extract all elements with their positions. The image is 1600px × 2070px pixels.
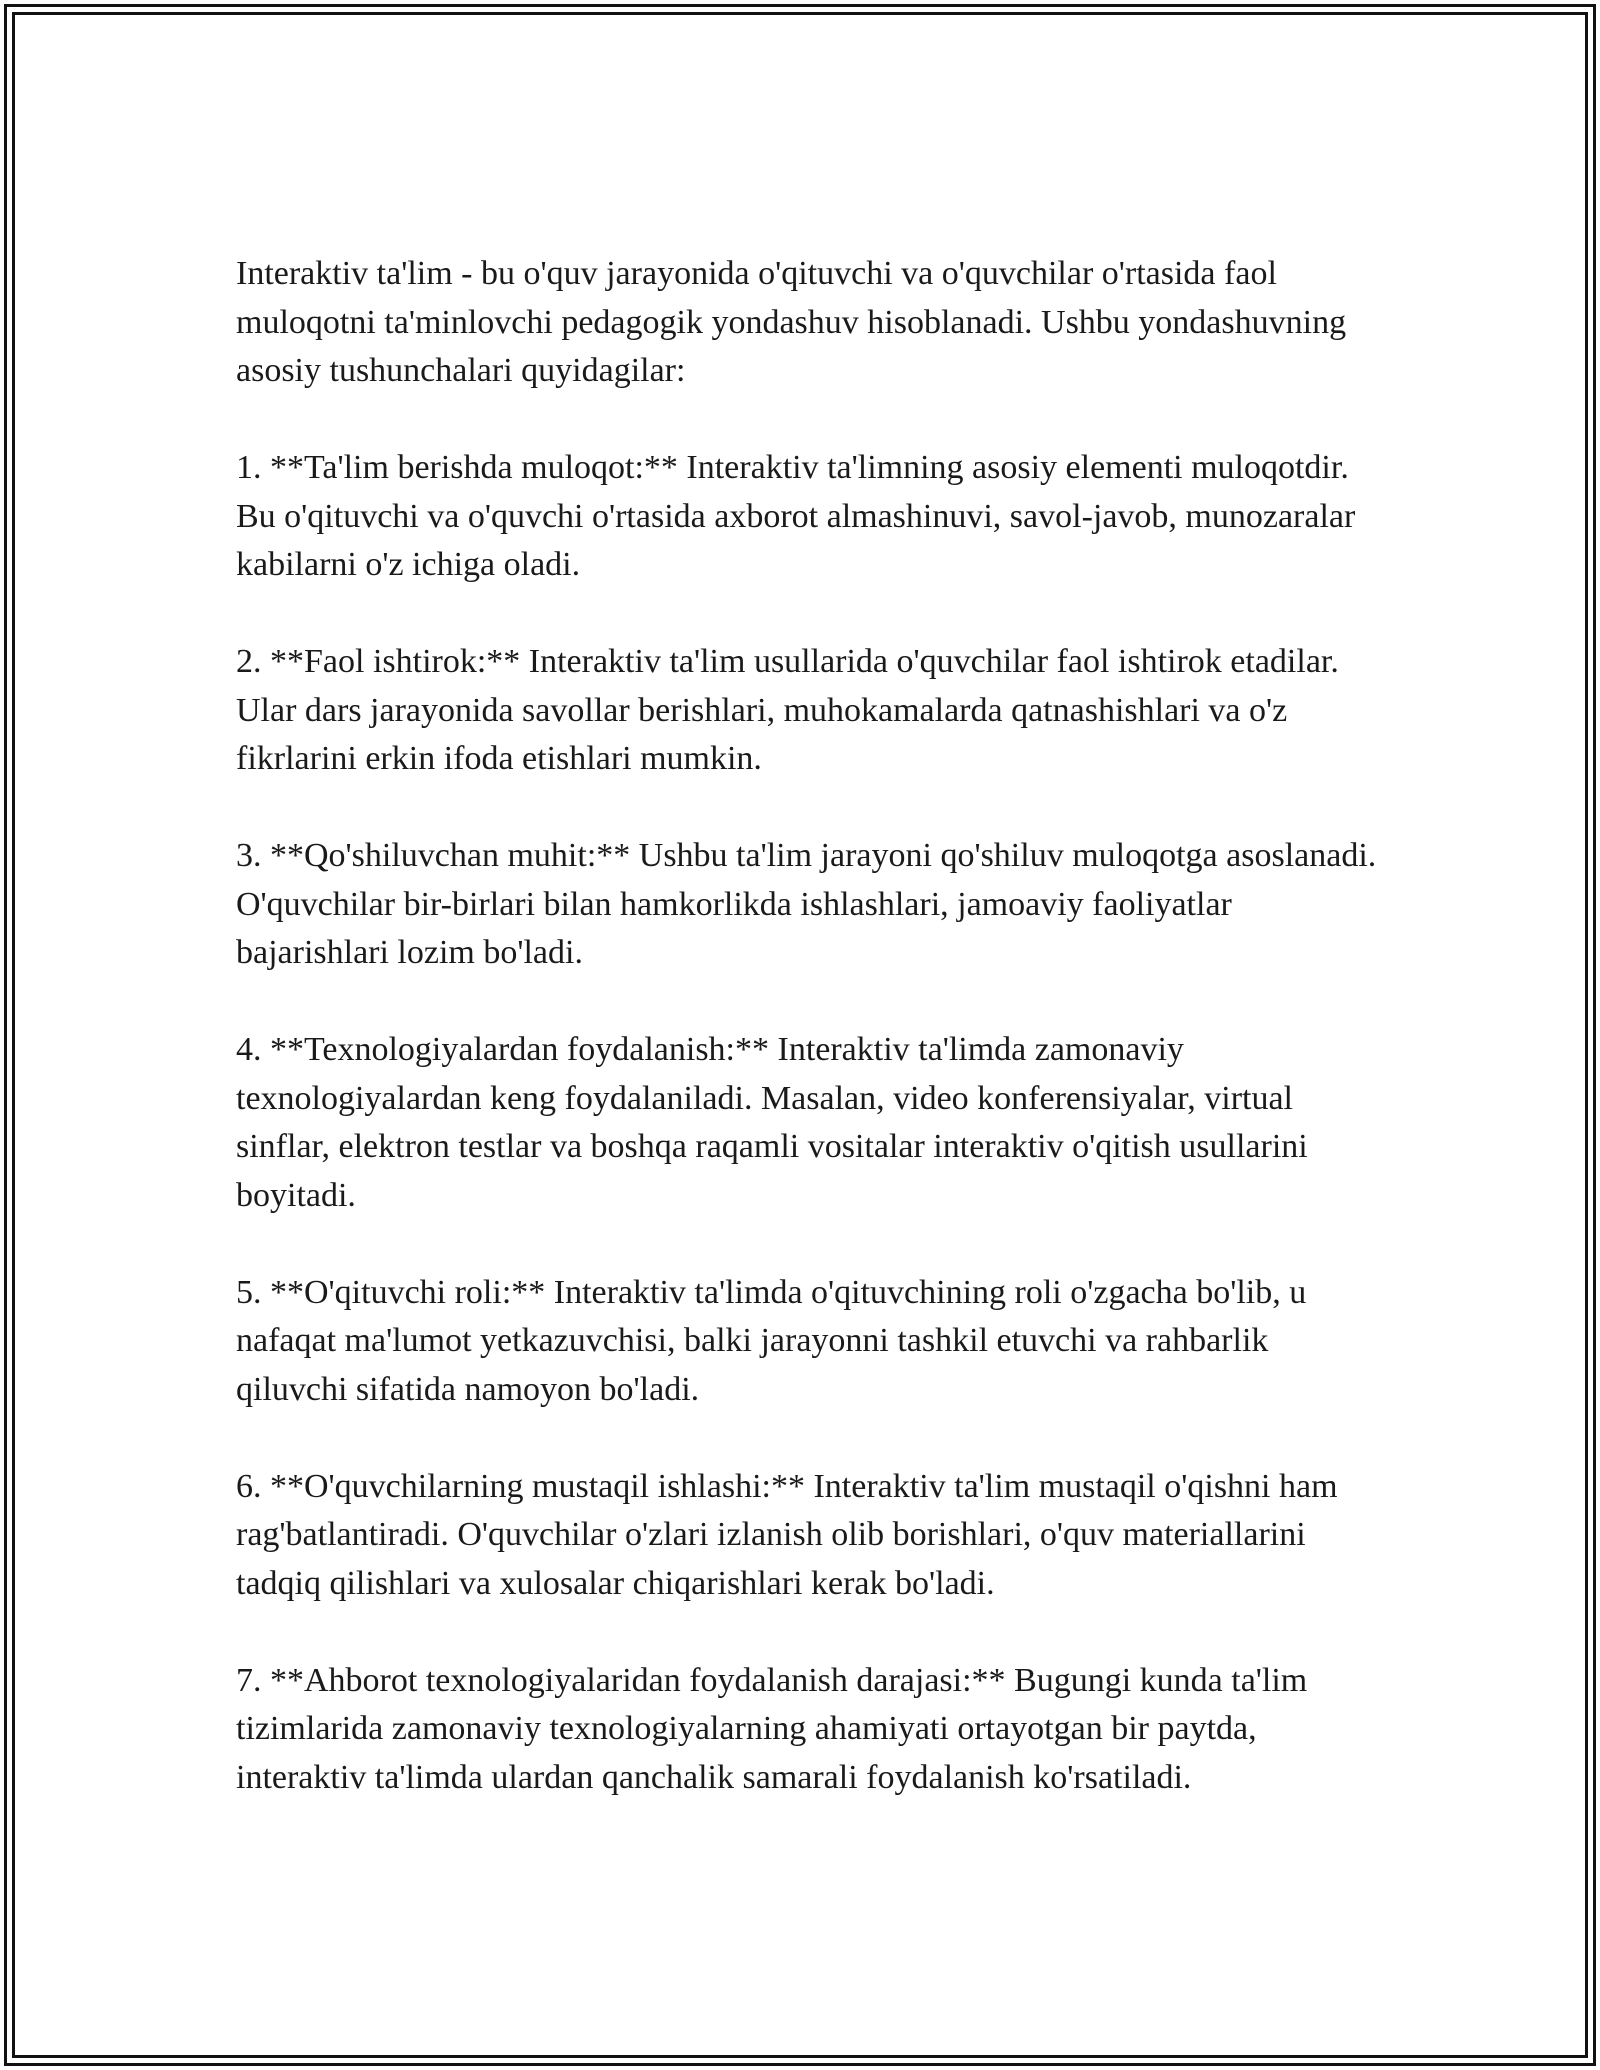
list-item: 3. **Qo'shiluvchan muhit:** Ushbu ta'lim jarayoni qo'shiluv muloqotga asoslanadi. O'quvchilar bir-birlari bilan hamkorlikda ishlashlari, jamoaviy faoliyatlar bajarishlari lozim bo'ladi. — [236, 837, 1377, 971]
list-item: 1. **Ta'lim berishda muloqot:** Interaktiv ta'limning asosiy elementi muloqotdir. Bu o'qituvchi va o'quvchi o'rtasida axborot almashinuvi, savol-javob, munozaralar kabilarni o'z ichiga oladi. — [236, 449, 1356, 583]
document-body — [236, 250, 1386, 1802]
list-item: 4. **Texnologiyalardan foydalanish:** Interaktiv ta'limda zamonaviy texnologiyalardan keng foydalaniladi. Masalan, video konferensiyalar, virtual sinflar, elektron testlar va boshqa raqamli vositalar interaktiv o'qitish usullarini boyitadi. — [236, 1031, 1308, 1214]
intro-paragraph: Interaktiv ta'lim - bu o'quv jarayonida o'qituvchi va o'quvchilar o'rtasida faol muloqotni ta'minlovchi pedagogik yondashuv hisoblanadi. Ushbu yondashuvning asosiy tushunchalari quyidagilar: — [236, 255, 1347, 389]
list-item: 7. **Ahborot texnologiyalaridan foydalanish darajasi:** Bugungi kunda ta'lim tizimlarida zamonaviy texnologiyalarning ahamiyati ortayotgan bir paytda, interaktiv ta'limda ulardan qanchalik samarali foydalanish ko'rsatiladi. — [236, 1661, 1308, 1796]
list-item: 5. **O'qituvchi roli:** Interaktiv ta'limda o'qituvchining roli o'zgacha bo'lib, u nafaqat ma'lumot yetkazuvchisi, balki jarayonni tashkil etuvchi va rahbarlik qiluvchi sifatida namoyon bo'ladi. — [236, 1273, 1307, 1408]
list-item: 2. **Faol ishtirok:** Interaktiv ta'lim usullarida o'quvchilar faol ishtirok etadilar. Ular dars jarayonida savollar berishlari, muhokamalarda qatnashishlari va o'z fikrlarini erkin ifoda etishlari mumkin. — [236, 643, 1339, 777]
list-item: 6. **O'quvchilarning mustaqil ishlashi:** Interaktiv ta'lim mustaqil o'qishni ham rag'batlantiradi. O'quvchilar o'zlari izlanish olib borishlari, o'quv materiallarini tadqiq qilishlari va xulosalar chiqarishlari kerak bo'ladi. — [236, 1467, 1338, 1602]
